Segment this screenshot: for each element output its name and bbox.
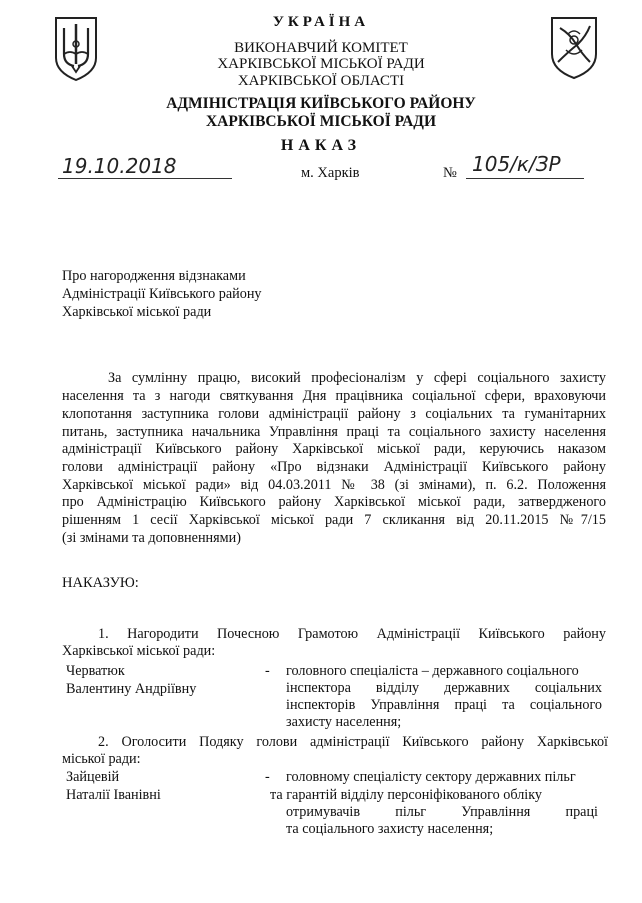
preamble-line-10: (зі змінами та доповненнями)	[62, 530, 241, 546]
document-city: м. Харків	[301, 165, 360, 181]
item2-position-4: та соціального захисту населення;	[286, 821, 494, 837]
item1-position-2: інспектора відділу державних соціальних	[286, 680, 602, 696]
number-sign: №	[443, 165, 457, 181]
header-line3: ХАРКІВСЬКОЇ ОБЛАСТІ	[237, 73, 405, 89]
preamble-line-1: За сумлінну працю, високий професіоналізм у сфері соціального захисту	[108, 370, 606, 386]
item2-line1: 2. Оголосити Подяку голови адміністрації Київського району Харківської	[98, 734, 608, 750]
preamble-line-5: адміністрації Київського району Харківської міської ради, керуючись наказом	[62, 441, 606, 457]
preamble-line-4: питань, заступника начальника Управління праці та соціального захисту населення	[62, 424, 606, 440]
preamble-line-7: Харківської міської ради» від 04.03.2011 № 38 (зі змінами), п. 6.2. Положення	[62, 477, 606, 493]
preamble-line-2: населення та з нагоди святкування Дня працівника соціальної сфери, враховуючи	[62, 388, 606, 404]
subject-line3: Харківської міської ради	[62, 304, 212, 320]
item2-position-3: отримувачів пільг Управління праці	[286, 804, 598, 820]
item2-position-2: та гарантій відділу персоніфікованого обліку	[270, 787, 543, 803]
header-admin1: АДМІНІСТРАЦІЯ КИЇВСЬКОГО РАЙОНУ	[166, 95, 476, 112]
document-number: 105/к/ЗР	[472, 152, 561, 176]
header-country: УКРАЇНА	[272, 14, 370, 30]
item1-position-4: захисту населення;	[286, 714, 402, 730]
document-date: 19.10.2018	[62, 154, 177, 178]
item1-line2: Харківської міської ради:	[62, 643, 216, 659]
header-admin2: ХАРКІВСЬКОЇ МІСЬКОЇ РАДИ	[205, 113, 437, 130]
order-word: НАКАЗУЮ:	[62, 575, 139, 591]
item2-line2: міської ради:	[62, 751, 141, 767]
subject-line2: Адміністрації Київського району	[62, 286, 262, 302]
item1-dash: -	[265, 663, 270, 679]
header-line1: ВИКОНАВЧИЙ КОМІТЕТ	[234, 40, 408, 56]
header-doc-type: НАКАЗ	[280, 137, 362, 154]
preamble-line-6: голови адміністрації району «Про відзнаки Адміністрації Київського району	[62, 459, 606, 475]
item2-person-name: Наталії Іванівні	[66, 787, 161, 803]
header-line2: ХАРКІВСЬКОЇ МІСЬКОЇ РАДИ	[217, 56, 425, 72]
item2-position-1: головному спеціалісту сектору державних пільг	[286, 769, 576, 785]
item1-person-name: Валентину Андріївну	[66, 681, 197, 697]
item2-person-surname: Зайцевій	[66, 769, 120, 785]
number-underline	[466, 178, 584, 179]
date-underline	[58, 178, 232, 179]
preamble-line-8: про Адміністрацію Київського району Харківської міської ради, затвердженого	[62, 494, 606, 510]
item1-line1: 1. Нагородити Почесною Грамотою Адміністрації Київського району	[98, 626, 606, 642]
item1-person-surname: Черватюк	[66, 663, 125, 679]
preamble-line-3: клопотання заступника голови адміністрації району з соціальних та гуманітарних	[62, 406, 606, 422]
subject-line1: Про нагородження відзнаками	[62, 268, 246, 284]
item1-position-1: головного спеціаліста – державного соціального	[286, 663, 579, 679]
item2-dash: -	[265, 769, 270, 785]
item1-position-3: інспекторів Управління праці та соціального	[286, 697, 602, 713]
preamble-line-9: рішенням 1 сесії Харківської міської ради 7 скликання від 20.11.2015 №7/15	[62, 512, 606, 528]
